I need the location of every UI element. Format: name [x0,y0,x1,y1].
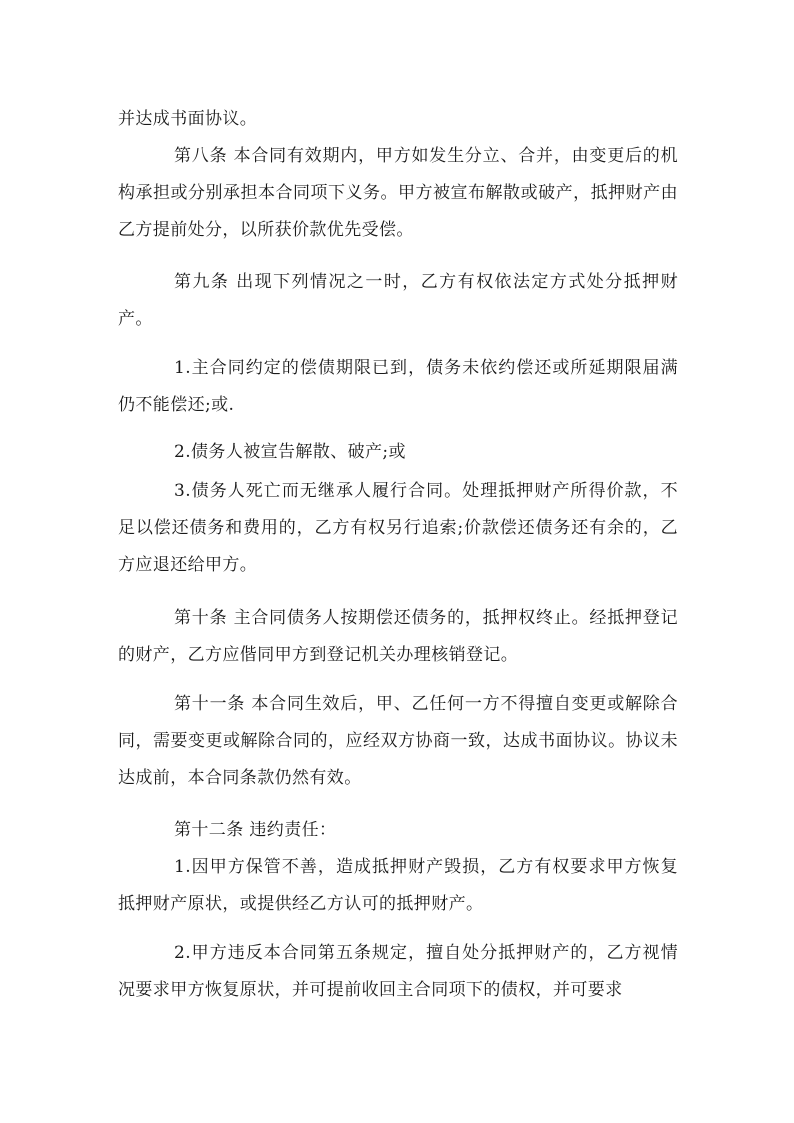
paragraph-article-12: 第十二条 违约责任： [174,820,337,840]
paragraph-continuation: 并达成书面协议。 [118,109,258,129]
paragraph-article-12-item-2: 2.甲方违反本合同第五条规定，擅自处分抵押财产的，乙方视情况要求甲方恢复原状，并可提前收回主合同项下的债权，并可要求 [118,943,678,1000]
paragraph-article-10: 第十条 主合同债务人按期偿还债务的，抵押权终止。经抵押登记的财产，乙方应偕同甲方到登记机关办理核销登记。 [118,608,678,665]
paragraph-article-12-item-1: 1.因甲方保管不善，造成抵押财产毁损，乙方有权要求甲方恢复抵押财产原状，或提供经乙方认可的抵押财产。 [118,857,678,914]
paragraph-article-11: 第十一条 本合同生效后，甲、乙任何一方不得擅自变更或解除合同，需要变更或解除合同的，应经双方协商一致，达成书面协议。协议未达成前，本合同条款仍然有效。 [118,694,678,788]
paragraph-article-9-item-2: 2.债务人被宣告解散、破产;或 [174,442,406,462]
paragraph-article-9-item-1: 1.主合同约定的偿债期限已到，债务未依约偿还或所延期限届满仍不能偿还;或. [118,358,678,415]
paragraph-article-9-item-3: 3.债务人死亡而无继承人履行合同。处理抵押财产所得价款，不足以偿还债务和费用的，乙方有权另行追索;价款偿还债务还有余的，乙方应退还给甲方。 [118,481,678,575]
paragraph-article-8: 第八条 本合同有效期内，甲方如发生分立、合并，由变更后的机构承担或分别承担本合同项下义务。甲方被宣布解散或破产，抵押财产由乙方提前处分，以所获价款优先受偿。 [118,146,678,240]
paragraph-article-9: 第九条 出现下列情况之一时，乙方有权依法定方式处分抵押财产。 [118,272,678,329]
